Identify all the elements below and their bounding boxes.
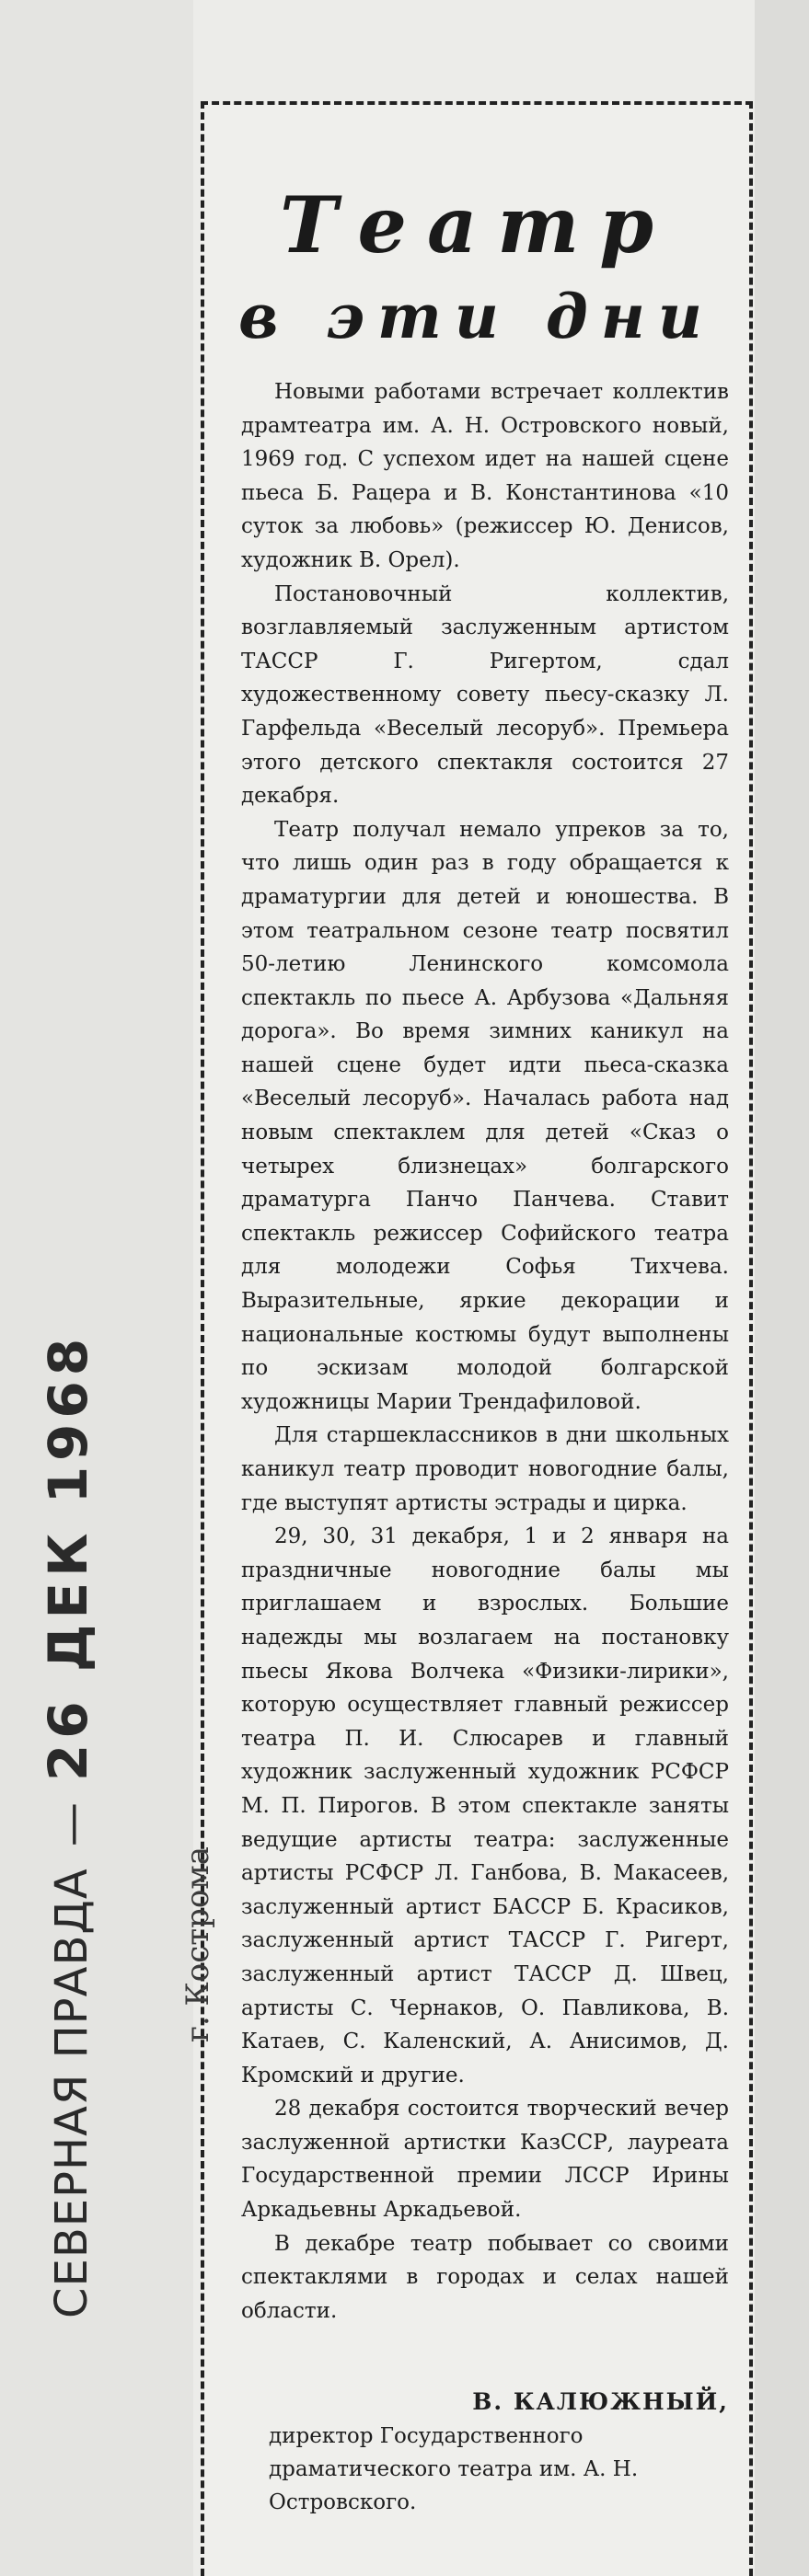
headline-line-1: Театр	[280, 179, 674, 270]
article-body	[241, 375, 729, 2328]
stamp-date: 26 ДЕК 1968	[37, 1332, 99, 1782]
article-paragraph: 29, 30, 31 декабря, 1 и 2 января на праздничные новогодние балы мы приглашаем и взрослых. Большие надежды мы возлагаем на постановку пьесы Якова Волчека «Физики-лирики», которую осуществляет главный режиссер театра П. И. Слюсарев и главный художник заслуженный художник РСФСР М. П. Пирогов. В этом спектакле заняты ведущие артисты театра: заслуженные артисты РСФСР Л. Ганбова, В. Макасеев, заслуженный артист БАССР Б. Красиков, заслуженный артист ТАССР Г. Ригерт, заслуженный артист ТАССР Д. Швец, артисты С. Чернаков, О. Павликова, В. Катаев, С. Каленский, А. Анисимов, Д. Кромский и другие.	[241, 1524, 729, 2087]
stamp-newspaper-name: СЕВЕРНАЯ ПРАВДА	[46, 1868, 98, 2318]
stamp-city: г. Кострома	[179, 1846, 216, 2042]
source-date-stamp	[37, 1333, 99, 2318]
article-paragraph: Театр получал немало упреков за то, что лишь один раз в году обращается к драматургии для детей и юношества. В этом театральном сезоне театр посвятил 50-летию Ленинского комсомола спектакль по пьесе А. Арбузова «Дальняя дорога». Во время зимних каникул на нашей сцене будет идти пьеса-сказка «Веселый лесоруб». Началась работа над новым спектаклем для детей «Сказ о четырех близнецах» болгарского драматурга Панчо Панчева. Ставит спектакль режиссер Софийского театра для молодежи Софья Тихчева. Выразительные, яркие декорации и национальные костюмы будут выполнены по эскизам молодой болгарской художницы Марии Трендафиловой.	[241, 817, 729, 1414]
headline-line-2: в эти дни	[238, 281, 715, 352]
article-paragraph: В декабре театр побывает со своими спектаклями в городах и селах нашей области.	[241, 2231, 729, 2323]
article-paragraph: Новыми работами встречает коллектив драмтеатра им. А. Н. Островского новый, 1969 год. С успехом идет на нашей сцене пьеса Б. Рацера и В. Константинова «10 суток за любовь» (режиссер Ю. Денисов, художник В. Орел).	[241, 380, 729, 572]
author-name: В. КАЛЮЖНЫЙ,	[472, 2388, 729, 2415]
stamp-dash: —	[46, 1802, 98, 1847]
author-position: директор Государственного драматического театра им. А. Н. Островского.	[269, 2424, 639, 2514]
author-signature	[241, 2385, 729, 2519]
article-paragraph: 28 декабря состоится творческий вечер заслуженной артистки КазССР, лауреата Государственной премии ЛССР Ирины Аркадьевны Аркадьевой.	[241, 2097, 729, 2223]
article-paragraph: Постановочный коллектив, возглавляемый заслуженным артистом ТАССР Г. Ригертом, сдал художественному совету пьесу-сказку Л. Гарфельда «Веселый лесоруб». Премьера этого детского спектакля состоится 27 декабря.	[241, 581, 729, 809]
sheet-right-edge	[755, 0, 809, 2576]
article-paragraph: Для старшеклассников в дни школьных каникул театр проводит новогодние балы, где выступят артисты эстрады и цирка.	[241, 1423, 729, 1515]
